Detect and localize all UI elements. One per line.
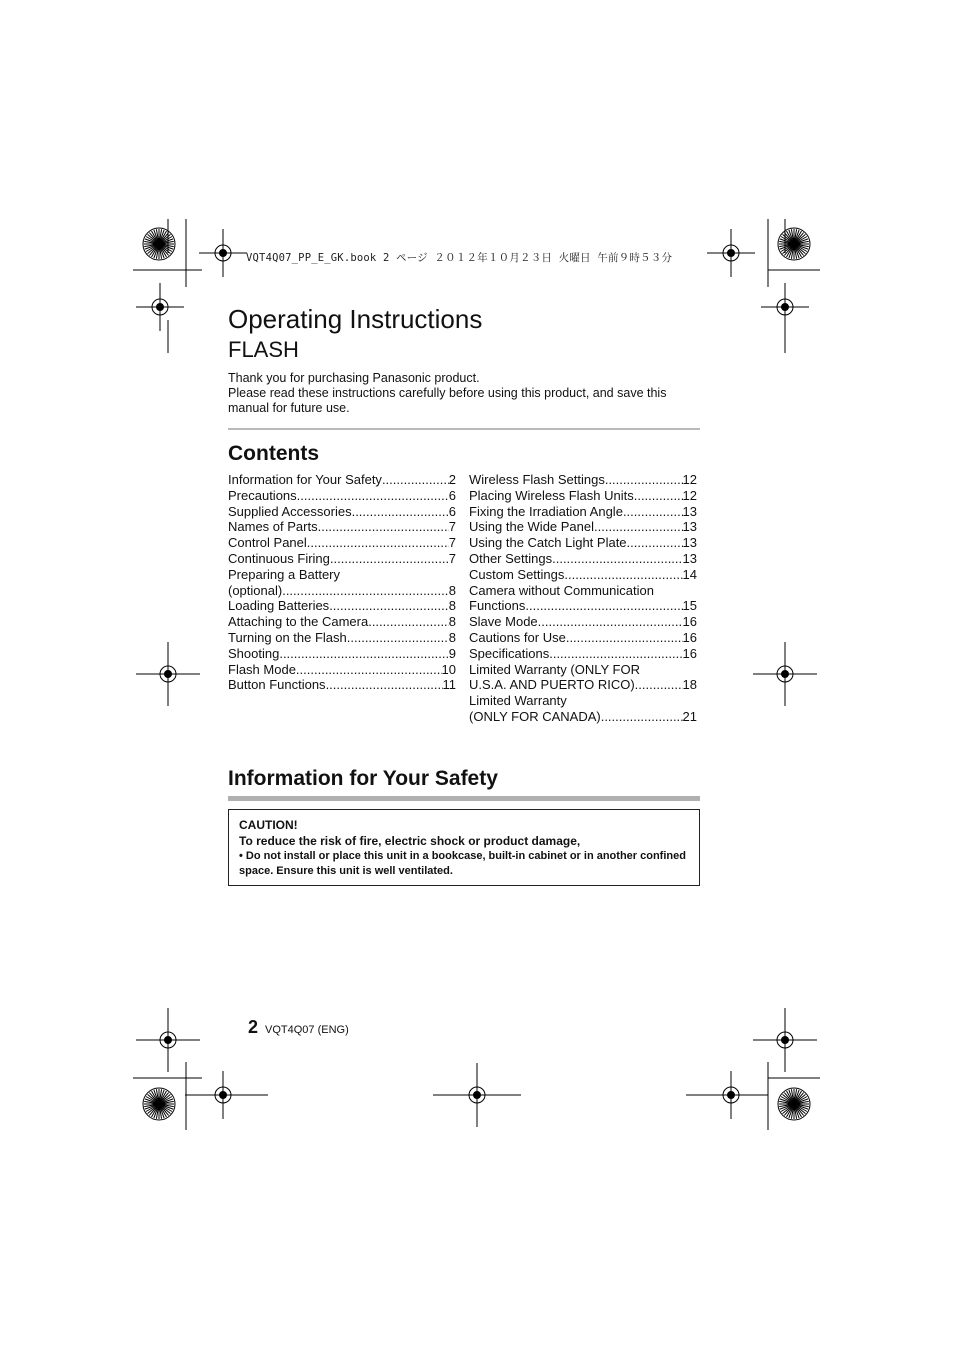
toc-entry [228,583,456,599]
divider [228,428,700,430]
registration-target-dot [728,250,735,257]
toc-entry [469,519,697,535]
toc-entry [228,535,456,551]
section-heading: Information for Your Safety [228,767,498,790]
page-subtitle: FLASH [228,337,299,362]
registration-target-dot [165,1037,172,1044]
toc-leader-dots [382,472,449,488]
toc-entry-page: 18 [682,677,697,693]
toc-entry-page: 8 [448,614,456,630]
toc-leader-dots [566,630,683,646]
toc-entry [228,646,456,662]
caution-title: CAUTION! [239,818,298,832]
toc-entry-label: Flash Mode [228,661,296,677]
toc-leader-dots [296,662,442,678]
toc-leader-dots [594,519,683,535]
toc-entry [228,472,456,488]
toc-right-column [469,472,697,725]
toc-entry-page: 21 [682,708,697,724]
toc-entry-label: Wireless Flash Settings [469,472,605,487]
toc-entry-label: Slave Mode [469,614,538,630]
toc-entry-page: 8 [448,629,456,645]
toc-entry-page: 14 [682,566,697,582]
toc-leader-dots [538,614,683,630]
toc-entry-label: Attaching to the Camera [228,614,369,630]
toc-entry-label: Using the Catch Light Plate [469,535,627,551]
toc-entry [469,551,697,567]
toc-entry-page: 6 [448,503,456,519]
toc-entry-page: 16 [682,629,697,645]
toc-entry-label: Custom Settings [469,566,565,582]
toc-leader-dots [634,488,683,504]
toc-entry-label: Precautions [228,487,297,503]
toc-entry-page: 15 [682,598,697,614]
toc-entry-label: Specifications [469,645,550,661]
toc-entry-line: Camera without Communication [469,582,654,598]
toc-entry-line: Preparing a Battery [228,566,341,582]
toc-leader-dots [623,504,683,520]
toc-entry [228,662,456,678]
toc-entry-label: Using the Wide Panel [469,519,595,535]
toc-entry-page: 7 [448,535,456,551]
toc-leader-dots [605,472,683,488]
toc-entry-label: U.S.A. AND PUERTO RICO) [469,677,635,693]
toc-entry-page: 12 [682,472,697,487]
toc-entry-label: Shooting [228,645,280,661]
toc-leader-dots [552,551,682,567]
toc-entry-label: Control Panel [228,535,307,551]
toc-entry [469,709,697,725]
toc-entry [469,535,697,551]
toc-entry-line: Limited Warranty [469,693,567,709]
toc-entry-label: Cautions for Use [469,629,566,645]
toc-entry-page: 2 [448,472,456,487]
toc-leader-dots [601,709,683,725]
toc-leader-dots [627,535,683,551]
toc-entry [228,677,456,693]
toc-entry [228,551,456,567]
toc-leader-dots [368,614,449,630]
toc-entry-page: 16 [682,645,697,661]
toc-entry [228,488,456,504]
page-title: Operating Instructions [228,304,483,334]
toc-entry-page: 6 [448,487,456,503]
toc-leader-dots [549,646,682,662]
toc-entry-label: Names of Parts [228,519,318,535]
toc-entry [228,614,456,630]
toc-entry [469,488,697,504]
page-number: 2 [248,1017,259,1037]
toc-entry-line: Limited Warranty (ONLY FOR [469,661,640,677]
toc-entry-page: 13 [682,550,697,566]
caution-box [228,809,700,886]
toc-entry-page: 13 [682,519,697,535]
toc-entry-page: 7 [448,519,456,535]
toc-leader-dots [635,677,683,693]
toc-leader-dots [318,519,449,535]
toc-left-column [228,472,456,693]
toc-leader-dots [352,504,449,520]
toc-entry-page: 11 [442,677,456,693]
toc-entry-page: 13 [682,503,697,519]
toc-entry-page: 13 [682,535,697,551]
toc-entry-page: 8 [448,598,456,614]
toc-entry-label: Information for Your Safety [228,472,382,487]
toc-entry-label: Button Functions [228,677,326,693]
toc-entry-page: 10 [441,661,456,677]
registration-target-dot [782,304,789,311]
toc-entry [469,677,697,693]
contents-heading: Contents [228,442,319,465]
toc-entry [469,646,697,662]
toc-entry-label: Placing Wireless Flash Units [469,487,634,503]
divider [228,796,700,801]
registration-target-dot [157,304,164,311]
toc-leader-dots [282,583,449,599]
toc-entry-page: 9 [448,645,456,661]
toc-entry [228,519,456,535]
toc-entry-label: Fixing the Irradiation Angle [469,503,623,519]
intro-line-2: Please read these instructions carefully before using this product, and save this manual for future use. [228,386,667,415]
toc-entry-page: 12 [682,487,697,503]
toc-entry-label: Supplied Accessories [228,503,352,519]
toc-leader-dots [297,488,449,504]
registration-target-dot [220,250,227,257]
intro-text [228,371,698,416]
toc-entry [228,504,456,520]
toc-entry-page: 8 [448,582,456,598]
page-code: VQT4Q07 (ENG) [265,1024,349,1036]
toc-entry-page: 7 [448,550,456,566]
toc-leader-dots [525,598,682,614]
toc-entry [228,598,456,614]
toc-entry-label: (ONLY FOR CANADA) [469,708,601,724]
toc-entry [228,630,456,646]
toc-entry-label: Continuous Firing [228,550,330,566]
toc-entry [469,630,697,646]
registration-target-dot [782,671,789,678]
toc-entry [469,614,697,630]
toc-entry [469,504,697,520]
registration-target-dot [165,671,172,678]
toc-entry [469,598,697,614]
toc-leader-dots [564,567,682,583]
toc-entry [469,472,697,488]
toc-entry [469,567,697,583]
toc-entry-label: (optional) [228,582,283,598]
toc-leader-dots [347,630,449,646]
toc-entry-label: Turning on the Flash [228,629,347,645]
toc-entry-page: 16 [682,614,697,630]
print-header: VQT4Q07_PP_E_GK.book 2 ページ ２０１２年１０月２３日 火曜日 午前９時５３分 [246,252,673,264]
intro-line-1: Thank you for purchasing Panasonic product. [228,371,480,385]
toc-entry-label: Other Settings [469,550,553,566]
caution-bullet: • Do not install or place this unit in a bookcase, built-in cabinet or in another confined space. Ensure this unit is well ventilated. [239,850,686,877]
toc-leader-dots [329,598,449,614]
caution-line: To reduce the risk of fire, electric shock or product damage, [239,834,581,848]
toc-leader-dots [326,677,443,693]
toc-leader-dots [307,535,449,551]
toc-leader-dots [279,646,448,662]
toc-leader-dots [330,551,449,567]
registration-target-dot [782,1037,789,1044]
toc-entry-label: Functions [469,598,526,614]
toc-entry-label: Loading Batteries [228,598,330,614]
